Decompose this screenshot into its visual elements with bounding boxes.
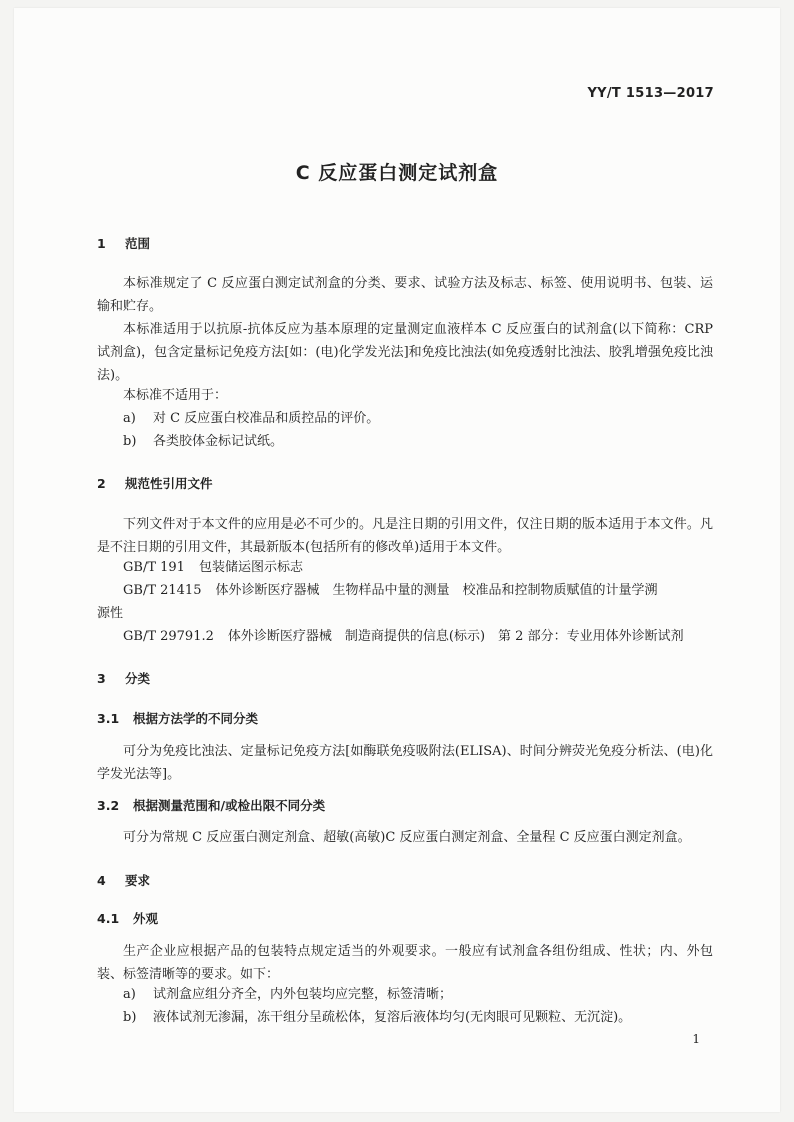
section-title: 分类 <box>125 671 151 686</box>
reference-code: GB/T 191 <box>123 560 185 575</box>
reference-title-continued: 源性 <box>97 606 124 621</box>
paragraph: 本标准规定了 C 反应蛋白测定试剂盒的分类、要求、试验方法及标志、标签、使用说明书、包装、运输和贮存。 <box>97 276 713 314</box>
list-marker: b) <box>123 1010 137 1025</box>
reference-item <box>123 556 713 579</box>
section-3-heading <box>97 669 150 687</box>
paragraph: 可分为常规 C 反应蛋白测定剂盒、超敏(高敏)C 反应蛋白测定剂盒、全量程 C 反应蛋白测定剂盒。 <box>123 830 691 845</box>
list-text: 试剂盒应组分齐全，内外包装均应完整，标签清晰； <box>153 987 453 1002</box>
list-item <box>123 1006 713 1029</box>
section-4-1-heading <box>97 909 158 927</box>
paragraph: 本标准适用于以抗原-抗体反应为基本原理的定量测定血液样本 C 反应蛋白的试剂盒(以下简称：CRP 试剂盒)，包含定量标记免疫方法[如：(电)化学发光法]和免疫比浊法(如免疫透射比浊法、胶乳增强免疫比浊法)。 <box>97 322 713 383</box>
section-2-heading <box>97 474 213 492</box>
list-text: 对 C 反应蛋白校准品和质控品的评价。 <box>153 411 380 426</box>
section-title: 根据测量范围和/或检出限不同分类 <box>133 798 326 813</box>
list-marker: a) <box>123 411 136 426</box>
section-title: 要求 <box>125 873 151 888</box>
reference-title: 体外诊断医疗器械 生物样品中量的测量 校准品和控制物质赋值的计量学溯 <box>215 583 658 598</box>
list-text: 各类胶体金标记试纸。 <box>153 434 284 449</box>
section-title: 范围 <box>125 236 151 251</box>
section-3-1-heading <box>97 709 258 727</box>
section-number: 1 <box>97 236 106 251</box>
section-number: 4.1 <box>97 911 120 926</box>
section-title: 外观 <box>133 911 159 926</box>
section-3-2-heading <box>97 796 325 814</box>
section-number: 2 <box>97 476 106 491</box>
section-number: 4 <box>97 873 106 888</box>
section-title: 根据方法学的不同分类 <box>133 711 259 726</box>
section-title: 规范性引用文件 <box>125 476 213 491</box>
section-4-heading <box>97 871 150 889</box>
reference-code: GB/T 29791.2 <box>123 629 214 644</box>
reference-item <box>123 625 713 648</box>
list-marker: a) <box>123 987 136 1002</box>
page-number: 1 <box>692 1032 700 1046</box>
paragraph: 下列文件对于本文件的应用是必不可少的。凡是注日期的引用文件，仅注日期的版本适用于本文件。凡是不注日期的引用文件，其最新版本(包括所有的修改单)适用于本文件。 <box>97 517 713 555</box>
section-number: 3 <box>97 671 106 686</box>
list-text: 液体试剂无渗漏，冻干组分呈疏松体，复溶后液体均匀(无肉眼可见颗粒、无沉淀)。 <box>153 1010 632 1025</box>
reference-code: GB/T 21415 <box>123 583 202 598</box>
list-marker: b) <box>123 434 137 449</box>
paragraph: 可分为免疫比浊法、定量标记免疫方法[如酶联免疫吸附法(ELISA)、时间分辨荧光免疫分析法、(电)化学发光法等]。 <box>97 744 713 782</box>
list-item <box>123 407 713 430</box>
paragraph: 本标准不适用于： <box>123 388 228 403</box>
document-title: C 反应蛋白测定试剂盒 <box>295 162 499 184</box>
paragraph: 生产企业应根据产品的包装特点规定适当的外观要求。一般应有试剂盒各组份组成、性状；内、外包装、标签清晰等的要求。如下： <box>97 944 713 982</box>
reference-title: 包装储运图示标志 <box>198 560 303 575</box>
reference-item <box>97 579 713 625</box>
list-item <box>123 983 713 1006</box>
section-1-heading <box>97 234 150 252</box>
list-item <box>123 430 713 453</box>
standard-number: YY/T 1513—2017 <box>587 86 714 101</box>
section-number: 3.2 <box>97 798 120 813</box>
section-number: 3.1 <box>97 711 120 726</box>
reference-title: 体外诊断医疗器械 制造商提供的信息(标示) 第 2 部分：专业用体外诊断试剂 <box>227 629 684 644</box>
